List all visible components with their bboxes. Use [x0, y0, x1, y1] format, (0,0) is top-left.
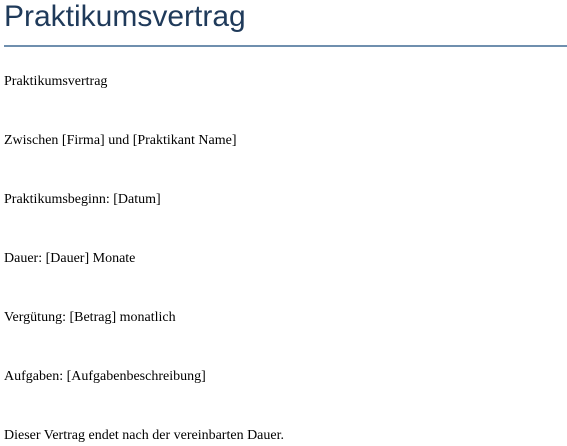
paragraph-start-date: Praktikumsbeginn: [Datum] [4, 192, 161, 207]
document-title: Praktikumsvertrag [4, 0, 246, 33]
paragraph-termination: Dieser Vertrag endet nach der vereinbarten Dauer. [4, 428, 284, 443]
paragraph-compensation: Vergütung: [Betrag] monatlich [4, 310, 176, 325]
paragraph-tasks: Aufgaben: [Aufgabenbeschreibung] [4, 369, 206, 384]
paragraph-parties: Zwischen [Firma] und [Praktikant Name] [4, 133, 237, 148]
paragraph-heading: Praktikumsvertrag [4, 74, 108, 89]
paragraph-duration: Dauer: [Dauer] Monate [4, 251, 136, 266]
title-divider [4, 45, 567, 47]
